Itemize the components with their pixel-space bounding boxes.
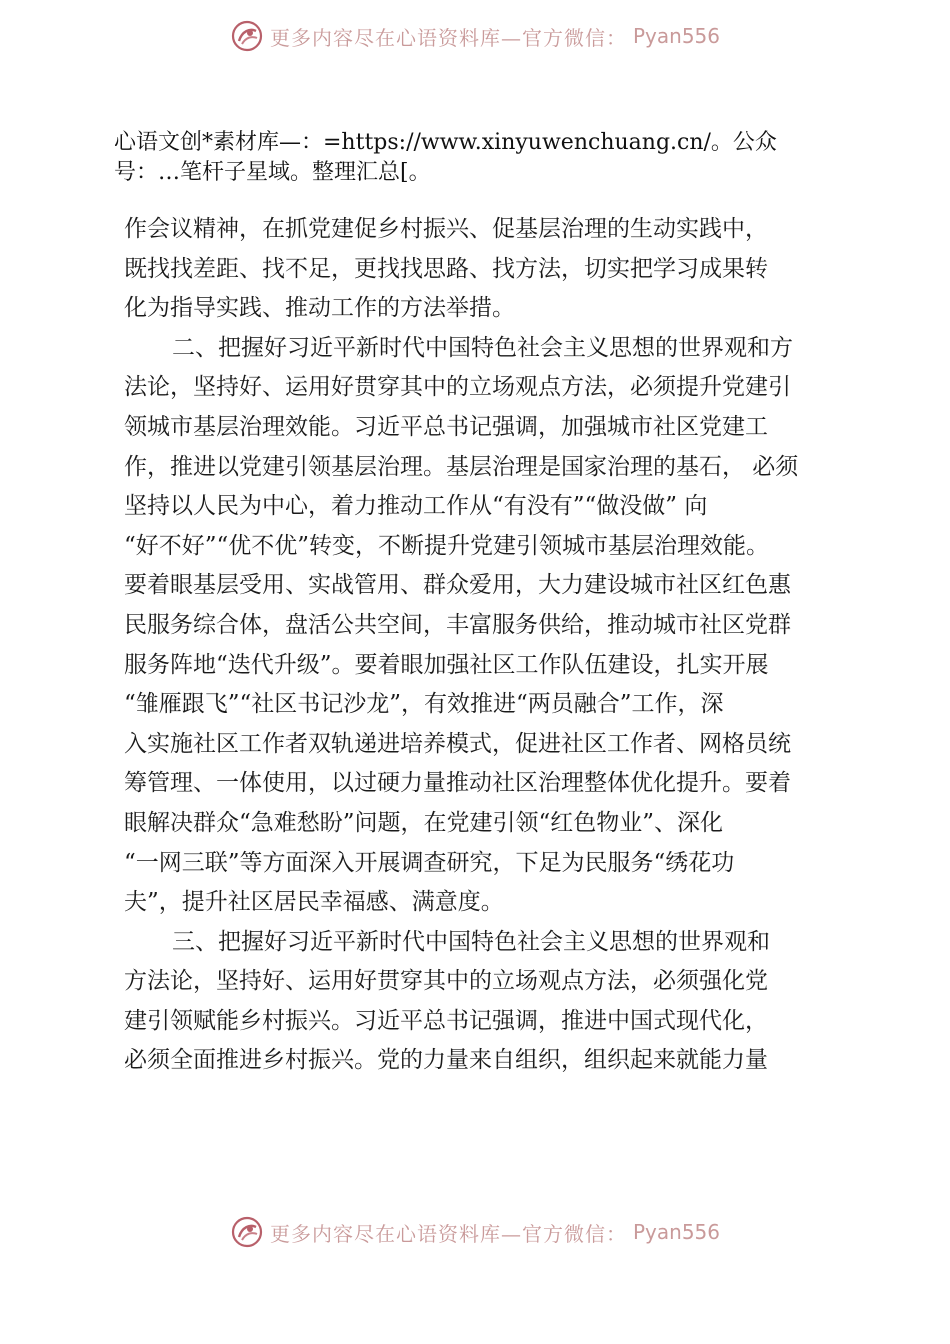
source-line-1: 心语文创*素材库—：=https://www.xinyuwenchuang.cn/。公众 xyxy=(114,130,777,155)
text-line: 作，推进以党建引领基层治理。基层治理是国家治理的基石， 必须 xyxy=(124,453,799,480)
text-line: 必须全面推进乡村振兴。党的力量来自组织，组织起来就能力量 xyxy=(124,1047,768,1074)
header-banner xyxy=(0,14,950,58)
banner-wechat-id: Pyan556 xyxy=(632,1220,720,1244)
text-line: 入实施社区工作者双轨递进培养模式，促进社区工作者、网格员统 xyxy=(124,730,791,757)
banner-text: 更多内容尽在心语资料库—官方微信： xyxy=(269,1221,627,1246)
text-line: “雏雁跟飞”“社区书记沙龙”，有效推进“两员融合”工作，深 xyxy=(124,691,724,718)
header-banner-inner xyxy=(230,19,720,53)
footer-banner-inner xyxy=(230,1215,720,1249)
flower-logo-icon xyxy=(230,19,264,53)
text-line: 夫”，提升社区居民幸福感、满意度。 xyxy=(124,889,504,916)
text-line: “好不好”“优不优”转变，不断提升党建引领城市基层治理效能。 xyxy=(124,532,770,559)
text-line: 法论，坚持好、运用好贯穿其中的立场观点方法，必须提升党建引 xyxy=(124,374,791,401)
text-line: “一网三联”等方面深入开展调查研究，下足为民服务“绣花功 xyxy=(124,849,735,876)
paragraph-start-line: 二、把握好习近平新时代中国特色社会主义思想的世界观和方 xyxy=(172,334,793,361)
text-line: 领城市基层治理效能。习近平总书记强调，加强城市社区党建工 xyxy=(124,413,768,440)
footer-banner xyxy=(0,1210,950,1254)
text-line: 眼解决群众“急难愁盼”问题，在党建引领“红色物业”、深化 xyxy=(124,809,724,836)
text-line: 作会议精神，在抓党建促乡村振兴、促基层治理的生动实践中， xyxy=(124,216,768,242)
text-line: 民服务综合体，盘活公共空间，丰富服务供给，推动城市社区党群 xyxy=(124,611,791,638)
document-body xyxy=(124,210,864,1081)
banner-wechat-id: Pyan556 xyxy=(632,24,720,48)
text-line: 坚持以人民为中心，着力推动工作从“有没有”“做没做” 向 xyxy=(124,493,708,520)
text-line: 要着眼基层受用、实战管用、群众爱用，大力建设城市社区红色惠 xyxy=(124,572,791,599)
source-line-2: 号：…笔杆子星域。整理汇总[。 xyxy=(114,160,431,185)
text-line: 化为指导实践、推动工作的方法举措。 xyxy=(124,295,515,322)
source-note xyxy=(114,128,854,188)
banner-text: 更多内容尽在心语资料库—官方微信： xyxy=(269,25,627,50)
text-line: 建引领赋能乡村振兴。习近平总书记强调，推进中国式现代化， xyxy=(124,1007,768,1034)
text-line: 服务阵地“迭代升级”。要着眼加强社区工作队伍建设，扎实开展 xyxy=(124,651,769,678)
text-line: 方法论，坚持好、运用好贯穿其中的立场观点方法，必须强化党 xyxy=(124,968,768,995)
text-line: 筹管理、一体使用，以过硬力量推动社区治理整体优化提升。要着 xyxy=(124,770,791,797)
text-line: 既找找差距、找不足，更找找思路、找方法，切实把学习成果转 xyxy=(124,255,768,282)
paragraph-start-line: 三、把握好习近平新时代中国特色社会主义思想的世界观和 xyxy=(172,928,770,955)
flower-logo-icon xyxy=(230,1215,264,1249)
